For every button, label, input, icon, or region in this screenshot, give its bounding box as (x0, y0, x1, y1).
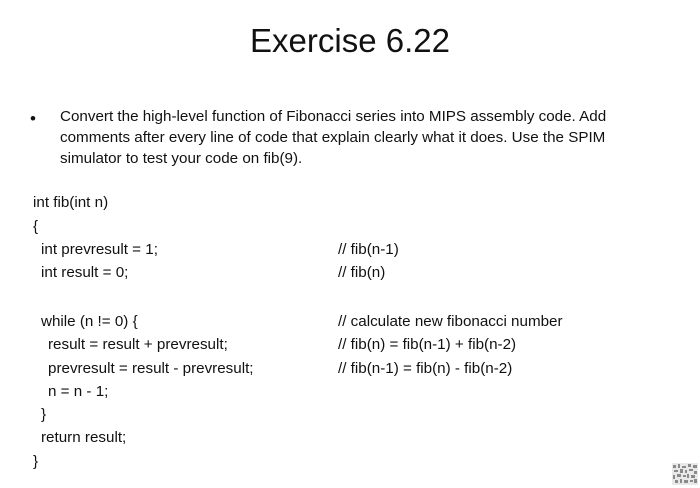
code-return: return result; (41, 429, 127, 446)
code-while-header: while (n != 0) { (41, 313, 138, 330)
code-n-decrement: n = n - 1; (48, 383, 109, 400)
watermark-logo-icon (672, 463, 698, 485)
code-open-brace: { (33, 218, 39, 235)
comment-prevresult-update: // fib(n-1) = fib(n) - fib(n-2) (338, 360, 513, 377)
page-title: Exercise 6.22 (250, 22, 450, 59)
code-prevresult-decl: int prevresult = 1; (41, 241, 158, 258)
instruction-text: Convert the high-level function of Fibonacci series into MIPS assembly code. Add comments after every line of code that explain clearly what it does. Use the SPIM simulator to test your code on fib(9). (60, 108, 607, 167)
code-result-decl: int result = 0; (41, 264, 129, 281)
code-result-update: result = result + prevresult; (48, 336, 228, 353)
code-while-close: } (41, 406, 47, 423)
bullet-icon: • (30, 109, 36, 128)
code-signature: int fib(int n) (33, 194, 109, 211)
comment-while: // calculate new fibonacci number (338, 313, 563, 330)
comment-result-update: // fib(n) = fib(n-1) + fib(n-2) (338, 336, 517, 353)
code-close-brace: } (33, 453, 39, 470)
comment-prevresult: // fib(n-1) (338, 241, 399, 258)
comment-result: // fib(n) (338, 264, 386, 281)
code-prevresult-update: prevresult = result - prevresult; (48, 360, 254, 377)
